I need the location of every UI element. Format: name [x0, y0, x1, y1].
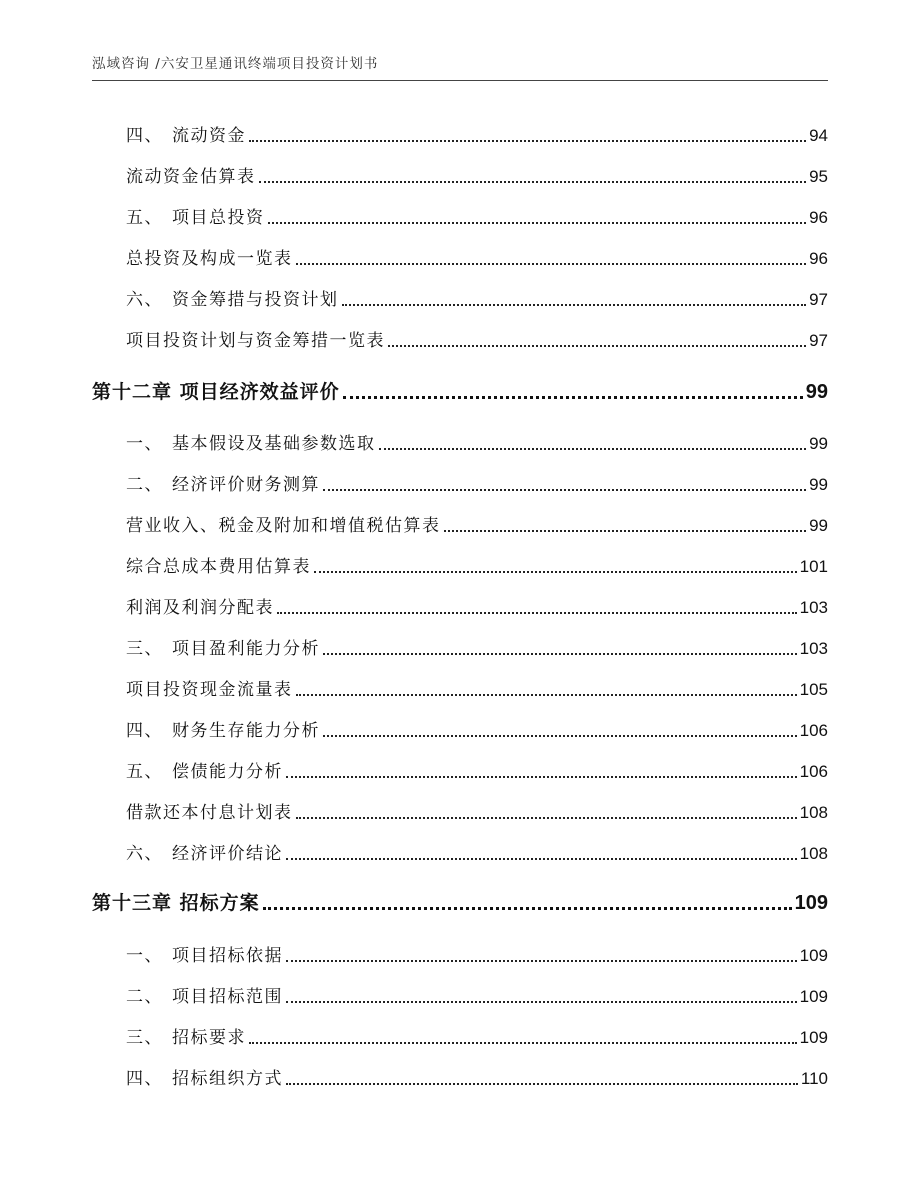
toc-entry-label — [92, 891, 260, 915]
toc-entry-title: 综合总成本费用估算表 — [126, 557, 311, 577]
toc-entry-label — [126, 247, 293, 271]
toc-entry-number: 四、 — [126, 126, 163, 146]
toc-page-number: 99 — [809, 475, 828, 494]
toc-entry[interactable] — [126, 514, 828, 538]
toc-entry-label — [126, 678, 293, 702]
toc-entry[interactable] — [126, 842, 828, 866]
toc-entry-label — [126, 165, 256, 189]
toc-entry-title: 经济评价财务测算 — [172, 475, 320, 495]
toc-page-number: 97 — [809, 290, 828, 309]
toc-entry-label — [126, 760, 283, 784]
toc-dot-leader — [286, 1083, 798, 1085]
toc-entry[interactable] — [126, 473, 828, 497]
toc-dot-leader — [379, 448, 807, 450]
toc-dot-leader — [268, 222, 807, 224]
toc-entry-label — [126, 944, 283, 968]
toc-entry[interactable] — [126, 944, 828, 968]
toc-page-number: 99 — [805, 381, 828, 403]
toc-entry[interactable] — [126, 288, 828, 312]
toc-entry-label — [126, 514, 441, 538]
toc-entry-title: 项目投资现金流量表 — [126, 680, 293, 700]
toc-entry-number: 六、 — [126, 844, 163, 864]
toc-page-number: 94 — [809, 126, 828, 145]
toc-entry[interactable] — [126, 247, 828, 271]
toc-entry-label — [126, 801, 293, 825]
toc-entry-label — [92, 380, 340, 404]
toc-entry-title: 经济评价结论 — [172, 844, 283, 864]
toc-page-number: 109 — [794, 892, 828, 914]
toc-page-number: 103 — [799, 598, 828, 617]
toc-entry-title: 财务生存能力分析 — [172, 721, 320, 741]
toc-page-number: 95 — [809, 167, 828, 186]
toc-entry[interactable] — [126, 432, 828, 456]
toc-entry-title: 流动资金估算表 — [126, 167, 256, 187]
toc-chapter-entry[interactable] — [92, 891, 828, 915]
toc-dot-leader — [296, 263, 807, 265]
toc-entry-title: 基本假设及基础参数选取 — [172, 434, 376, 454]
toc-entry-number: 一、 — [126, 946, 163, 966]
toc-entry-title: 第十二章 项目经济效益评价 — [92, 381, 340, 403]
toc-entry-label — [126, 473, 320, 497]
toc-entry-label — [126, 1067, 283, 1091]
toc-entry-title: 招标要求 — [172, 1028, 246, 1048]
toc-entry-title: 项目盈利能力分析 — [172, 639, 320, 659]
toc-entry-title: 流动资金 — [172, 126, 246, 146]
toc-entry-title: 招标组织方式 — [172, 1069, 283, 1089]
toc-entry-number: 二、 — [126, 987, 163, 1007]
toc-page-number: 105 — [799, 680, 828, 699]
toc-entry-label — [126, 124, 246, 148]
toc-dot-leader — [296, 694, 797, 696]
toc-entry-title: 利润及利润分配表 — [126, 598, 274, 618]
toc-dot-leader — [296, 817, 797, 819]
toc-dot-leader — [249, 1042, 797, 1044]
toc-dot-leader — [388, 345, 806, 347]
toc-dot-leader — [314, 571, 797, 573]
toc-entry-title: 资金筹措与投资计划 — [172, 290, 339, 310]
toc-entry[interactable] — [126, 596, 828, 620]
toc-page-number: 96 — [809, 208, 828, 227]
toc-dot-leader — [444, 530, 807, 532]
header-divider — [92, 80, 828, 81]
toc-entry[interactable] — [126, 719, 828, 743]
toc-entry-number: 二、 — [126, 475, 163, 495]
toc-dot-leader — [263, 907, 792, 910]
toc-entry-title: 总投资及构成一览表 — [126, 249, 293, 269]
toc-entry[interactable] — [126, 1067, 828, 1091]
toc-entry-number: 五、 — [126, 208, 163, 228]
toc-entry[interactable] — [126, 329, 828, 353]
toc-entry-label — [126, 596, 274, 620]
toc-dot-leader — [259, 181, 807, 183]
toc-dot-leader — [343, 396, 803, 399]
toc-dot-leader — [277, 612, 797, 614]
toc-entry-label — [126, 985, 283, 1009]
toc-dot-leader — [249, 140, 806, 142]
toc-entry[interactable] — [126, 206, 828, 230]
toc-entry-label — [126, 1026, 246, 1050]
toc-entry-label — [126, 637, 320, 661]
toc-entry-number: 三、 — [126, 1028, 163, 1048]
toc-entry-title: 项目招标依据 — [172, 946, 283, 966]
toc-dot-leader — [286, 858, 797, 860]
toc-page-number: 108 — [799, 844, 828, 863]
toc-entry-title: 偿债能力分析 — [172, 762, 283, 782]
toc-entry-number: 四、 — [126, 1069, 163, 1089]
toc-entry[interactable] — [126, 760, 828, 784]
toc-dot-leader — [323, 653, 797, 655]
toc-entry-number: 一、 — [126, 434, 163, 454]
toc-entry-title: 项目招标范围 — [172, 987, 283, 1007]
toc-page-number: 96 — [809, 249, 828, 268]
toc-dot-leader — [323, 489, 806, 491]
toc-dot-leader — [286, 1001, 797, 1003]
toc-page-number: 101 — [799, 557, 828, 576]
toc-entry[interactable] — [126, 165, 828, 189]
toc-page-number: 99 — [809, 516, 828, 535]
toc-dot-leader — [342, 304, 807, 306]
toc-entry-title: 项目投资计划与资金筹措一览表 — [126, 331, 385, 351]
toc-entry-number: 四、 — [126, 721, 163, 741]
toc-page-number: 106 — [799, 721, 828, 740]
toc-entry-number: 三、 — [126, 639, 163, 659]
toc-entry-number: 五、 — [126, 762, 163, 782]
toc-entry-title: 营业收入、税金及附加和增值税估算表 — [126, 516, 441, 536]
toc-entry[interactable] — [126, 801, 828, 825]
toc-entry[interactable] — [126, 678, 828, 702]
toc-entry-title: 第十三章 招标方案 — [92, 892, 260, 914]
toc-entry[interactable] — [126, 985, 828, 1009]
toc-page-number: 103 — [799, 639, 828, 658]
toc-page-number: 109 — [799, 987, 828, 1006]
toc-dot-leader — [286, 776, 797, 778]
toc-page-number: 110 — [800, 1069, 828, 1088]
toc-page-number: 109 — [799, 946, 828, 965]
toc-entry-title: 项目总投资 — [172, 208, 265, 228]
toc-page-number: 106 — [799, 762, 828, 781]
toc-entry-label — [126, 206, 265, 230]
toc-page-number: 109 — [799, 1028, 828, 1047]
toc-page-number: 99 — [809, 434, 828, 453]
toc-entry-number: 六、 — [126, 290, 163, 310]
toc-chapter-entry[interactable] — [92, 380, 828, 404]
toc-entry-label — [126, 288, 339, 312]
toc-entry-label — [126, 842, 283, 866]
toc-entry-label — [126, 329, 385, 353]
page-header: 泓域咨询 /六安卫星通讯终端项目投资计划书 — [92, 56, 379, 72]
toc-entry-label — [126, 719, 320, 743]
toc-entry[interactable] — [126, 124, 828, 148]
toc-entry[interactable] — [126, 637, 828, 661]
toc-entry[interactable] — [126, 555, 828, 579]
toc-entry-label — [126, 555, 311, 579]
toc-dot-leader — [286, 960, 797, 962]
toc-entry-title: 借款还本付息计划表 — [126, 803, 293, 823]
toc-entry-label — [126, 432, 376, 456]
toc-dot-leader — [323, 735, 797, 737]
toc-page-number: 108 — [799, 803, 828, 822]
toc-entry[interactable] — [126, 1026, 828, 1050]
toc-page-number: 97 — [809, 331, 828, 350]
